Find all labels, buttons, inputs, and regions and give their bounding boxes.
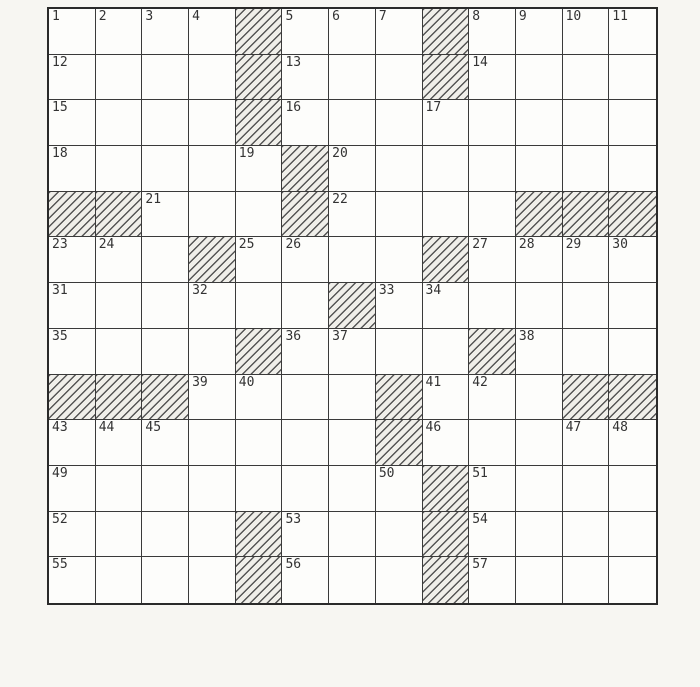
clue-number: 3 [145,9,154,24]
grid-cell[interactable] [189,9,236,55]
clue-number: 11 [612,9,628,24]
grid-cell[interactable] [563,329,610,375]
grid-cell[interactable] [189,512,236,558]
shaded-cell [423,9,470,55]
grid-cell[interactable] [516,466,563,512]
grid-cell[interactable] [423,375,470,421]
clue-number: 44 [98,420,115,436]
clue-number: 34 [425,283,442,299]
grid-cell[interactable] [469,55,516,101]
grid-cell[interactable] [49,283,96,329]
shaded-cell [423,466,470,512]
grid-cell[interactable] [516,237,563,283]
grid-cell[interactable] [329,329,376,375]
clue-number: 29 [565,237,582,253]
grid-cell[interactable] [469,420,516,466]
clue-number: 35 [52,328,68,344]
grid-cell[interactable] [49,420,96,466]
grid-cell[interactable] [236,420,283,466]
grid-cell[interactable] [236,192,283,238]
grid-cell[interactable] [376,192,423,238]
clue-number: 55 [52,557,68,573]
shaded-cell [563,375,610,421]
shaded-cell [376,375,423,421]
clue-number: 12 [52,54,68,70]
grid-cell[interactable] [469,283,516,329]
grid-cell[interactable] [563,466,610,512]
crossword-grid [47,7,658,605]
grid-cell[interactable] [142,237,189,283]
grid-cell[interactable] [96,420,143,466]
clue-number: 8 [472,9,481,24]
clue-number: 4 [192,9,200,24]
clue-number: 54 [472,511,488,527]
shaded-cell [609,192,656,238]
grid-cell[interactable] [516,146,563,192]
grid-cell[interactable] [563,420,610,466]
grid-cell[interactable] [376,512,423,558]
grid-cell[interactable] [49,466,96,512]
grid-cell[interactable] [469,237,516,283]
grid-cell[interactable] [563,55,610,101]
shaded-cell [96,192,143,238]
grid-cell[interactable] [142,512,189,558]
clue-number: 38 [518,328,535,344]
clue-number: 20 [332,146,348,162]
grid-cell[interactable] [142,9,189,55]
shaded-cell [189,237,236,283]
shaded-cell [236,512,283,558]
shaded-cell [282,146,329,192]
shaded-cell [236,9,283,55]
grid-cell[interactable] [376,100,423,146]
clue-number: 50 [378,465,395,481]
clue-number: 5 [285,9,294,24]
clue-number: 31 [52,283,68,299]
clue-number: 56 [285,557,302,573]
grid-cell[interactable] [189,100,236,146]
clue-number: 18 [52,146,68,162]
grid-cell[interactable] [96,512,143,558]
clue-number: 37 [332,328,348,344]
shaded-cell [329,283,376,329]
shaded-cell [516,192,563,238]
shaded-cell [142,375,189,421]
grid-cell[interactable] [423,146,470,192]
clue-number: 27 [472,237,488,253]
clue-number: 28 [518,237,535,253]
grid-cell[interactable] [282,100,329,146]
grid-cell[interactable] [563,9,610,55]
grid-cell[interactable] [516,557,563,603]
grid-cell[interactable] [609,55,656,101]
shaded-cell [236,55,283,101]
grid-cell[interactable] [516,283,563,329]
clue-number: 40 [238,374,255,390]
clue-number: 7 [378,9,387,24]
clue-number: 14 [472,54,488,70]
clue-number: 30 [612,237,628,253]
grid-cell[interactable] [609,512,656,558]
grid-cell[interactable] [609,329,656,375]
clue-number: 6 [332,9,340,24]
grid-cell[interactable] [516,100,563,146]
grid-cell[interactable] [469,466,516,512]
clue-number: 42 [472,374,488,390]
grid-cell[interactable] [189,466,236,512]
grid-cell[interactable] [49,237,96,283]
grid-cell[interactable] [469,375,516,421]
grid-cell[interactable] [563,100,610,146]
clue-number: 41 [425,374,442,390]
clue-number: 48 [612,420,628,436]
clue-number: 46 [425,420,442,436]
clue-number: 45 [145,420,162,436]
grid-cell[interactable] [516,9,563,55]
grid-cell[interactable] [189,55,236,101]
clue-number: 52 [52,511,68,527]
grid-cell[interactable] [329,55,376,101]
grid-cell[interactable] [469,192,516,238]
grid-cell[interactable] [516,420,563,466]
clue-number: 9 [518,9,527,24]
grid-cell[interactable] [563,557,610,603]
grid-cell[interactable] [376,283,423,329]
shaded-cell [563,192,610,238]
grid-cell[interactable] [96,329,143,375]
grid-cell[interactable] [282,557,329,603]
clue-number: 49 [52,465,68,481]
grid-cell[interactable] [609,100,656,146]
grid-cell[interactable] [96,9,143,55]
grid-cell[interactable] [189,420,236,466]
grid-cell[interactable] [189,146,236,192]
grid-cell[interactable] [282,512,329,558]
footer-note [90,622,650,687]
grid-cell[interactable] [469,512,516,558]
clue-number: 43 [52,420,68,436]
grid-cell[interactable] [609,237,656,283]
clue-number: 1 [52,9,60,24]
grid-cell[interactable] [142,329,189,375]
shaded-cell [469,329,516,375]
grid-cell[interactable] [96,237,143,283]
grid-cell[interactable] [329,9,376,55]
clue-number: 53 [285,511,302,527]
grid-cell[interactable] [376,237,423,283]
clue-number: 13 [285,54,302,70]
clue-number: 25 [238,237,255,253]
grid-cell[interactable] [96,557,143,603]
clue-number: 32 [192,283,208,299]
shaded-cell [236,557,283,603]
grid-cell[interactable] [189,375,236,421]
grid-cell[interactable] [376,466,423,512]
grid-cell[interactable] [142,192,189,238]
grid-cell[interactable] [329,466,376,512]
grid-cell[interactable] [49,329,96,375]
grid-cell[interactable] [142,420,189,466]
grid-cell[interactable] [376,557,423,603]
grid-cell[interactable] [469,557,516,603]
grid-cell[interactable] [49,557,96,603]
grid-cell[interactable] [516,55,563,101]
grid-cell[interactable] [376,55,423,101]
grid-cell[interactable] [329,237,376,283]
grid-cell[interactable] [516,375,563,421]
grid-cell[interactable] [469,146,516,192]
grid-cell[interactable] [329,420,376,466]
grid-cell[interactable] [142,146,189,192]
grid-cell[interactable] [329,192,376,238]
grid-cell[interactable] [563,237,610,283]
shaded-cell [282,192,329,238]
grid-cell[interactable] [423,100,470,146]
grid-cell[interactable] [189,192,236,238]
grid-cell[interactable] [49,55,96,101]
grid-cell[interactable] [49,100,96,146]
grid-cell[interactable] [423,192,470,238]
grid-cell[interactable] [329,512,376,558]
grid-cell[interactable] [282,375,329,421]
grid-cell[interactable] [236,237,283,283]
grid-cell[interactable] [282,466,329,512]
grid-cell[interactable] [96,466,143,512]
grid-cell[interactable] [423,329,470,375]
grid-cell[interactable] [96,146,143,192]
grid-cell[interactable] [49,146,96,192]
clue-number: 21 [145,191,162,207]
grid-cell[interactable] [142,283,189,329]
grid-cell[interactable] [609,146,656,192]
clue-number: 19 [238,146,255,162]
grid-cell[interactable] [189,557,236,603]
clue-number: 26 [285,237,302,253]
clue-number: 24 [98,237,115,253]
clue-number: 2 [98,9,107,24]
grid-cell[interactable] [469,9,516,55]
grid-cell[interactable] [563,283,610,329]
clue-number: 23 [52,237,68,253]
clue-number: 10 [565,9,582,24]
grid-cell[interactable] [563,146,610,192]
shaded-cell [49,192,96,238]
grid-cell[interactable] [49,512,96,558]
grid-cell[interactable] [563,512,610,558]
grid-cell[interactable] [329,100,376,146]
grid-cell[interactable] [516,329,563,375]
grid-cell[interactable] [189,329,236,375]
shaded-cell [236,329,283,375]
clue-number: 36 [285,328,302,344]
grid-cell[interactable] [469,100,516,146]
grid-cell[interactable] [142,466,189,512]
grid-cell[interactable] [376,329,423,375]
shaded-cell [423,237,470,283]
clue-number: 57 [472,557,488,573]
grid-cell[interactable] [609,9,656,55]
grid-cell[interactable] [96,55,143,101]
grid-cell[interactable] [282,55,329,101]
grid-cell[interactable] [142,557,189,603]
grid-cell[interactable] [329,375,376,421]
clue-number: 22 [332,191,348,207]
grid-cell[interactable] [609,283,656,329]
grid-cell[interactable] [423,420,470,466]
grid-cell[interactable] [236,283,283,329]
grid-cell[interactable] [329,557,376,603]
clue-number: 16 [285,100,302,116]
clue-number: 33 [378,283,395,299]
grid-cell[interactable] [236,146,283,192]
grid-cell[interactable] [49,9,96,55]
grid-cell[interactable] [96,283,143,329]
shaded-cell [236,100,283,146]
grid-cell[interactable] [609,466,656,512]
grid-cell[interactable] [282,283,329,329]
shaded-cell [423,55,470,101]
grid-cell[interactable] [236,466,283,512]
shaded-cell [423,557,470,603]
grid-cell[interactable] [189,283,236,329]
grid-cell[interactable] [329,146,376,192]
grid-cell[interactable] [282,9,329,55]
grid-cell[interactable] [142,55,189,101]
shaded-cell [609,375,656,421]
grid-cell[interactable] [609,557,656,603]
grid-cell[interactable] [609,420,656,466]
grid-cell[interactable] [96,100,143,146]
shaded-cell [376,420,423,466]
grid-cell[interactable] [236,375,283,421]
grid-cell[interactable] [376,146,423,192]
clue-number: 15 [52,100,68,116]
shaded-cell [96,375,143,421]
clue-number: 17 [425,100,442,116]
grid-cell[interactable] [516,512,563,558]
grid-cell[interactable] [376,9,423,55]
clue-number: 39 [192,374,208,390]
clue-number: 51 [472,465,488,481]
grid-cell[interactable] [142,100,189,146]
shaded-cell [49,375,96,421]
grid-cell[interactable] [423,283,470,329]
grid-cell[interactable] [282,420,329,466]
shaded-cell [423,512,470,558]
clue-number: 47 [565,420,582,436]
grid-cell[interactable] [282,237,329,283]
grid-cell[interactable] [282,329,329,375]
